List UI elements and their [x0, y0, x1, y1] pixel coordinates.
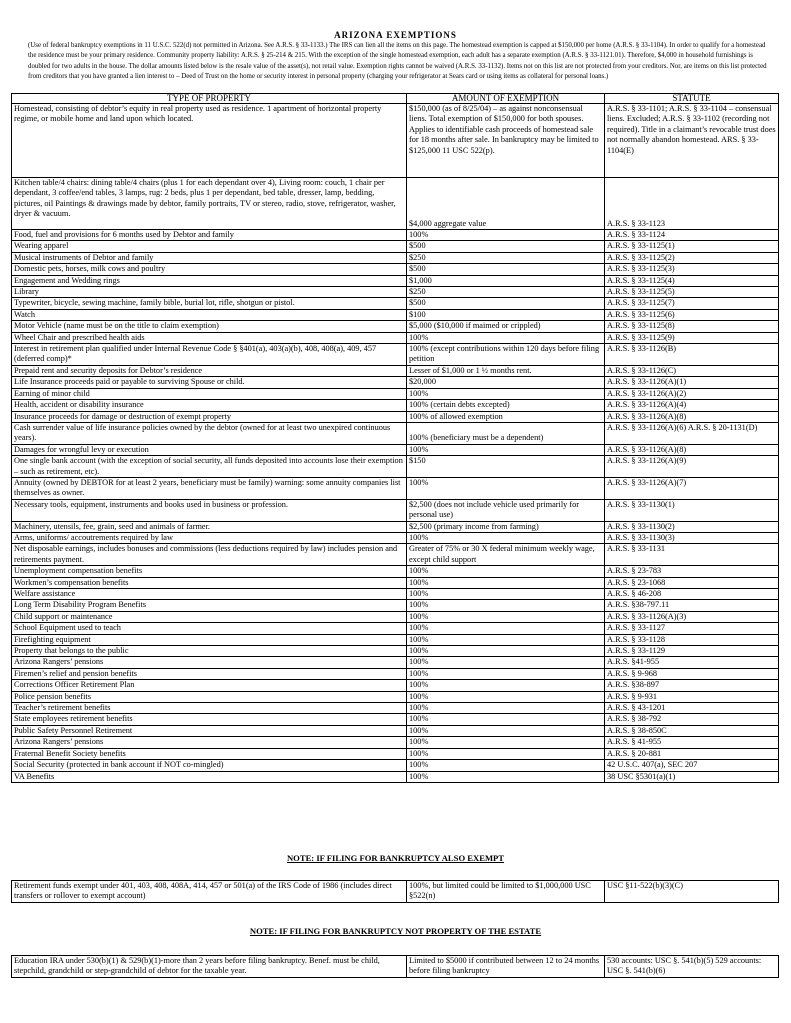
table-row [12, 388, 779, 399]
property-type-cell: Life Insurance proceeds paid or payable to surviving Spouse or child. [12, 377, 407, 388]
exemption-amount-cell: 100% of allowed exemption [407, 411, 605, 422]
exemption-amount-cell: 100% [407, 646, 605, 657]
property-type-cell: Fraternal Benefit Society benefits [12, 748, 407, 759]
statute-cell: A.R.S. § 46-208 [605, 589, 779, 600]
table-row [12, 714, 779, 725]
property-type-cell: Retirement funds exempt under 401, 403, 408, 408A, 414, 457 or 501(a) of the IRS Code of 1986 (includes direct transfers or rollover to exempt account) [12, 881, 407, 903]
header-statute: STATUTE [605, 94, 779, 104]
table-row [12, 600, 779, 611]
statute-cell: A.R.S. § 33-1125(9) [605, 332, 779, 343]
property-type-cell: Firemen’s relief and pension benefits [12, 668, 407, 679]
table-row [12, 411, 779, 422]
exemption-amount-cell: $2,500 (primary income from farming) [407, 521, 605, 532]
statute-cell: A.R.S. § 38-792 [605, 714, 779, 725]
statute-cell: A.R.S. § 38-850C [605, 725, 779, 736]
statute-cell: A.R.S. § 33-1126(A)(3) [605, 611, 779, 622]
property-type-cell: Arms, uniforms/ accoutrements required by law [12, 532, 407, 543]
table-row [12, 422, 779, 444]
exemption-amount-cell: Greater of 75% or 30 X federal minimum weekly wage, except child support [407, 544, 605, 566]
exemptions-table [11, 93, 779, 783]
statute-cell: A.R.S. § 9-968 [605, 668, 779, 679]
statute-cell: A.R.S. § 33-1131 [605, 544, 779, 566]
statute-cell: A.R.S. § 33-1126(A)(7) [605, 477, 779, 499]
exemption-amount-cell: $20,000 [407, 377, 605, 388]
table-row [12, 771, 779, 782]
note-not-estate-text: NOTE: IF FILING FOR BANKRUPTCY NOT PROPERTY OF THE ESTATE [249, 926, 542, 936]
property-type-cell: Wheel Chair and prescribed health aids [12, 332, 407, 343]
property-type-cell: Necessary tools, equipment, instruments and books used in business or profession. [12, 499, 407, 521]
table-row [12, 634, 779, 645]
exemption-amount-cell: 100% [407, 680, 605, 691]
property-type-cell: Insurance proceeds for damage or destruction of exempt property [12, 411, 407, 422]
exemption-amount-cell: $250 [407, 287, 605, 298]
statute-cell: A.R.S. § 33-1125(1) [605, 241, 779, 252]
statute-cell: A.R.S. § 43-1201 [605, 703, 779, 714]
note-also-exempt [0, 853, 791, 863]
exemption-amount-cell: 100% [407, 332, 605, 343]
statute-cell: A.R.S. § 33-1126(C) [605, 365, 779, 376]
table-row [12, 881, 779, 903]
note-also-exempt-text: NOTE: IF FILING FOR BANKRUPTCY ALSO EXEMPT [286, 853, 505, 863]
table-row [12, 365, 779, 376]
property-type-cell: Child support or maintenance [12, 611, 407, 622]
exemption-amount-cell: $500 [407, 298, 605, 309]
exemption-amount-cell: $250 [407, 252, 605, 263]
table-header-row [12, 94, 779, 104]
exemption-amount-cell: $500 [407, 241, 605, 252]
statute-cell: A.R.S. § 33-1125(6) [605, 309, 779, 320]
table-row [12, 623, 779, 634]
exemption-amount-cell: Lesser of $1,000 or 1 ½ months rent. [407, 365, 605, 376]
exemption-amount-cell: 100% (certain debts excepted) [407, 400, 605, 411]
property-type-cell: State employees retirement benefits [12, 714, 407, 725]
statute-cell: A.R.S. § 33-1125(5) [605, 287, 779, 298]
statute-cell: 42 U.S.C. 407(a), SEC 207 [605, 760, 779, 771]
property-type-cell: Interest in retirement plan qualified under Internal Revenue Code § §401(a), 403(a)(b), 408, 408(a), 409, 457 (deferred comp)* [12, 344, 407, 366]
exemption-amount-cell: 100% [407, 577, 605, 588]
exemption-amount-cell: 100% [407, 668, 605, 679]
statute-cell: A.R.S. § 33-1126(A)(2) [605, 388, 779, 399]
table-row [12, 377, 779, 388]
exemption-amount-cell: 100% [407, 657, 605, 668]
property-type-cell: Engagement and Wedding rings [12, 275, 407, 286]
property-type-cell: One single bank account (with the exception of social security, all funds deposited into accounts lose their exemption – such as retirement, etc). [12, 456, 407, 478]
intro-paragraph: (Use of federal bankruptcy exemptions in 11 U.S.C. 522(d) not permitted in Arizona. See A.R.S. § 33-1133.) The IRS can lien all the items on this page. The homestead exemption is capped at $150,000 per home (A.R.S. § 33-1104). In order to qualify for a homestead the residence must be your primary residence. Community property liability: A.R.S. § 25-214 & 215. With the exception of the single homestead exemption, each adult has a separate exemption (A.R.S. § 33-1121.01). Therefore, $4,000 in household furnishings is doubled for two adults in the house. The dollar amounts listed below is the resale value of the asset(s), not retail value. Exemption rights cannot be waived (A.R.S. 33-1132). Items not on this list are not protected from your creditors. Nor, are items on this list protected from creditors that you have granted a lien interest to – Deed of Trust on the home or security interest in personal property (charging your refrigerator at Sears card or using items as collateral for personal loans.) [28, 42, 767, 81]
statute-cell: A.R.S. § 33-1125(8) [605, 321, 779, 332]
not-estate-table [11, 955, 779, 978]
table-row [12, 589, 779, 600]
statute-cell: A.R.S. §38-897 [605, 680, 779, 691]
property-type-cell: Property that belongs to the public [12, 646, 407, 657]
table-row [12, 264, 779, 275]
statute-cell: A.R.S. § 33-1126(A)(1) [605, 377, 779, 388]
bankruptcy-exempt-table-body [12, 881, 779, 903]
table-row [12, 657, 779, 668]
header-amount: AMOUNT OF EXEMPTION [407, 94, 605, 104]
table-row [12, 725, 779, 736]
exemption-amount-cell: 100% [407, 760, 605, 771]
statute-cell: A.R.S. § 33-1125(4) [605, 275, 779, 286]
table-row [12, 309, 779, 320]
statute-cell: A.R.S. § 33-1124 [605, 230, 779, 241]
statute-cell: USC §11-522(b)(3)(C) [605, 881, 779, 903]
property-type-cell: Kitchen table/4 chairs: dining table/4 chairs (plus 1 for each dependant over 4), Living room: couch, 1 chair per dependant, 3 coffee/end tables, 3 lamps, rug: 2 beds, plus 1 per dependant, bed table, dresser, lamp, bedding, pictures, oil Paintings & drawings made by debtor, family portraits, TV or stereo, radio, stove, refrigerator, washer, dryer & vacuum. [12, 178, 407, 230]
statute-cell: A.R.S. § 41-955 [605, 737, 779, 748]
statute-cell: A.R.S. § 33-1126(A)(8) [605, 411, 779, 422]
table-row [12, 611, 779, 622]
exemption-amount-cell: 100% [407, 388, 605, 399]
property-type-cell: Teacher’s retirement benefits [12, 703, 407, 714]
property-type-cell: Workmen’s compensation benefits [12, 577, 407, 588]
exemption-amount-cell: 100% [407, 477, 605, 499]
property-type-cell: Public Safety Personnel Retirement [12, 725, 407, 736]
table-row [12, 275, 779, 286]
table-row [12, 566, 779, 577]
table-row [12, 230, 779, 241]
exemption-amount-cell: $5,000 ($10,000 if maimed or crippled) [407, 321, 605, 332]
property-type-cell: VA Benefits [12, 771, 407, 782]
statute-cell: A.R.S. § 33-1130(1) [605, 499, 779, 521]
table-row [12, 104, 779, 178]
bankruptcy-exempt-table [11, 880, 779, 903]
property-type-cell: Net disposable earnings, includes bonuses and commissions (less deductions required by law) includes pension and retirements payment. [12, 544, 407, 566]
table-row [12, 477, 779, 499]
statute-cell: A.R.S. § 33-1126(B) [605, 344, 779, 366]
exemption-amount-cell: 100% [407, 444, 605, 455]
statute-cell: A.R.S. § 33-1129 [605, 646, 779, 657]
header-type: TYPE OF PROPERTY [12, 94, 407, 104]
table-row [12, 956, 779, 978]
table-row [12, 400, 779, 411]
exemption-amount-cell: 100% [407, 725, 605, 736]
property-type-cell: Education IRA under 530(b)(1) & 529(b)(1)-more than 2 years before filing bankruptcy. Benef. must be child, stepchild, grandchild or step-grandchild of debtor for the taxable year. [12, 956, 407, 978]
exemption-amount-cell: 100% (except contributions within 120 days before filing petition [407, 344, 605, 366]
exemption-amount-cell: 100% [407, 703, 605, 714]
property-type-cell: Annuity (owned by DEBTOR for at least 2 years, beneficiary must be family) warning: some annuity companies list themselves as owner. [12, 477, 407, 499]
exemption-amount-cell: $1,000 [407, 275, 605, 286]
statute-cell: A.R.S. § 33-1101; A.R.S. § 33-1104 – consensual liens. Excluded; A.R.S. § 33-1102 (recording not required). Title in a claimant’s revocable trust does not normally abandon homestead. ARS. § 33-1104(E) [605, 104, 779, 178]
property-type-cell: Social Security (protected in bank account if NOT co-mingled) [12, 760, 407, 771]
statute-cell: A.R.S. § 33-1123 [605, 178, 779, 230]
table-row [12, 499, 779, 521]
table-row [12, 287, 779, 298]
property-type-cell: Police pension benefits [12, 691, 407, 702]
table-row [12, 544, 779, 566]
table-row [12, 577, 779, 588]
exemption-amount-cell: 100%, but limited could be limited to $1,000,000 USC §522(n) [407, 881, 605, 903]
property-type-cell: Unemployment compensation benefits [12, 566, 407, 577]
property-type-cell: Domestic pets, horses, milk cows and poultry [12, 264, 407, 275]
table-row [12, 521, 779, 532]
statute-cell: A.R.S. § 33-1125(2) [605, 252, 779, 263]
exemption-amount-cell: $2,500 (does not include vehicle used primarily for personal use) [407, 499, 605, 521]
exemption-amount-cell: 100% [407, 611, 605, 622]
table-row [12, 298, 779, 309]
statute-cell: A.R.S. § 33-1125(3) [605, 264, 779, 275]
property-type-cell: Library [12, 287, 407, 298]
statute-cell: A.R.S. § 33-1126(A)(9) [605, 456, 779, 478]
exemption-amount-cell: $150 [407, 456, 605, 478]
property-type-cell: Food, fuel and provisions for 6 months used by Debtor and family [12, 230, 407, 241]
statute-cell: A.R.S. §38-797.11 [605, 600, 779, 611]
property-type-cell: Musical instruments of Debtor and family [12, 252, 407, 263]
property-type-cell: Long Term Disability Program Benefits [12, 600, 407, 611]
property-type-cell: Motor Vehicle (name must be on the title to claim exemption) [12, 321, 407, 332]
table-row [12, 748, 779, 759]
exemption-amount-cell: $100 [407, 309, 605, 320]
exemption-amount-cell: 100% [407, 737, 605, 748]
statute-cell: 38 USC §5301(a)(1) [605, 771, 779, 782]
property-type-cell: Wearing apparel [12, 241, 407, 252]
statute-cell: A.R.S. § 33-1127 [605, 623, 779, 634]
table-row [12, 703, 779, 714]
exemption-amount-cell: 100% [407, 623, 605, 634]
exemption-amount-cell: 100% [407, 771, 605, 782]
table-row [12, 680, 779, 691]
exemption-amount-cell: $500 [407, 264, 605, 275]
table-row [12, 691, 779, 702]
statute-cell: A.R.S. § 20-881 [605, 748, 779, 759]
exemption-amount-cell: $150,000 (as of 8/25/04) – as against nonconsensual liens. Total exemption of $150,000 for both spouses. Applies to identifiable cash proceeds of homestead sale for 18 months after sale. In bankruptcy may be limited to $125,000 11 USC 522(p). [407, 104, 605, 178]
property-type-cell: Homestead, consisting of debtor’s equity in real property used as residence. 1 apartment of horizontal property regime, or mobile home and land upon which located. [12, 104, 407, 178]
not-estate-table-body [12, 956, 779, 978]
statute-cell: A.R.S. § 23-1068 [605, 577, 779, 588]
exemption-amount-cell: 100% [407, 230, 605, 241]
table-row [12, 760, 779, 771]
statute-cell: A.R.S. § 33-1128 [605, 634, 779, 645]
exemption-amount-cell: Limited to $5000 if contributed between 12 to 24 months before filing bankruptcy [407, 956, 605, 978]
exemption-amount-cell: 100% [407, 600, 605, 611]
table-row [12, 668, 779, 679]
table-row [12, 444, 779, 455]
property-type-cell: School Equipment used to teach [12, 623, 407, 634]
property-type-cell: Cash surrender value of life insurance policies owned by the debtor (owned for at least two unexpired continuous years). [12, 422, 407, 444]
property-type-cell: Prepaid rent and security deposits for Debtor’s residence [12, 365, 407, 376]
table-row [12, 456, 779, 478]
exemption-amount-cell: 100% [407, 589, 605, 600]
table-row [12, 332, 779, 343]
property-type-cell: Health, accident or disability insurance [12, 400, 407, 411]
exemption-amount-cell: 100% [407, 691, 605, 702]
table-row [12, 532, 779, 543]
document-title: ARIZONA EXEMPTIONS [334, 30, 457, 40]
property-type-cell: Arizona Rangers’ pensions [12, 737, 407, 748]
exemption-amount-cell: 100% [407, 748, 605, 759]
exemptions-table-body [12, 104, 779, 783]
statute-cell: A.R.S. §41-955 [605, 657, 779, 668]
table-row [12, 737, 779, 748]
property-type-cell: Typewriter, bicycle, sewing machine, family bible, burial lot, rifle, shotgun or pistol. [12, 298, 407, 309]
note-not-estate [0, 926, 791, 936]
property-type-cell: Firefighting equipment [12, 634, 407, 645]
table-row [12, 178, 779, 230]
exemption-amount-cell: 100% [407, 532, 605, 543]
table-row [12, 252, 779, 263]
table-row [12, 646, 779, 657]
exemption-amount-cell: 100% [407, 714, 605, 725]
property-type-cell: Arizona Rangers’ pensions [12, 657, 407, 668]
statute-cell: A.R.S. § 33-1130(3) [605, 532, 779, 543]
statute-cell: A.R.S. § 33-1126(A)(6) A.R.S. § 20-1131(D) [605, 422, 779, 444]
exemption-amount-cell: 100% [407, 566, 605, 577]
statute-cell: A.R.S. § 9-931 [605, 691, 779, 702]
exemption-amount-cell: 100% [407, 634, 605, 645]
statute-cell: A.R.S. § 33-1126(A)(8) [605, 444, 779, 455]
table-row [12, 241, 779, 252]
property-type-cell: Corrections Officer Retirement Plan [12, 680, 407, 691]
table-row [12, 344, 779, 366]
property-type-cell: Welfare assistance [12, 589, 407, 600]
property-type-cell: Machinery, utensils, fee, grain, seed and animals of farmer. [12, 521, 407, 532]
statute-cell: A.R.S. § 33-1130(2) [605, 521, 779, 532]
property-type-cell: Earning of minor child [12, 388, 407, 399]
statute-cell: A.R.S. § 33-1126(A)(4) [605, 400, 779, 411]
statute-cell: A.R.S. § 23-783 [605, 566, 779, 577]
exemption-amount-cell: 100% (beneficiary must be a dependent) [407, 422, 605, 444]
table-row [12, 321, 779, 332]
property-type-cell: Watch [12, 309, 407, 320]
exemption-amount-cell: $4,000 aggregate value [407, 178, 605, 230]
property-type-cell: Damages for wrongful levy or execution [12, 444, 407, 455]
statute-cell: A.R.S. § 33-1125(7) [605, 298, 779, 309]
statute-cell: 530 accounts: USC §. 541(b)(5) 529 accounts: USC §. 541(b)(6) [605, 956, 779, 978]
